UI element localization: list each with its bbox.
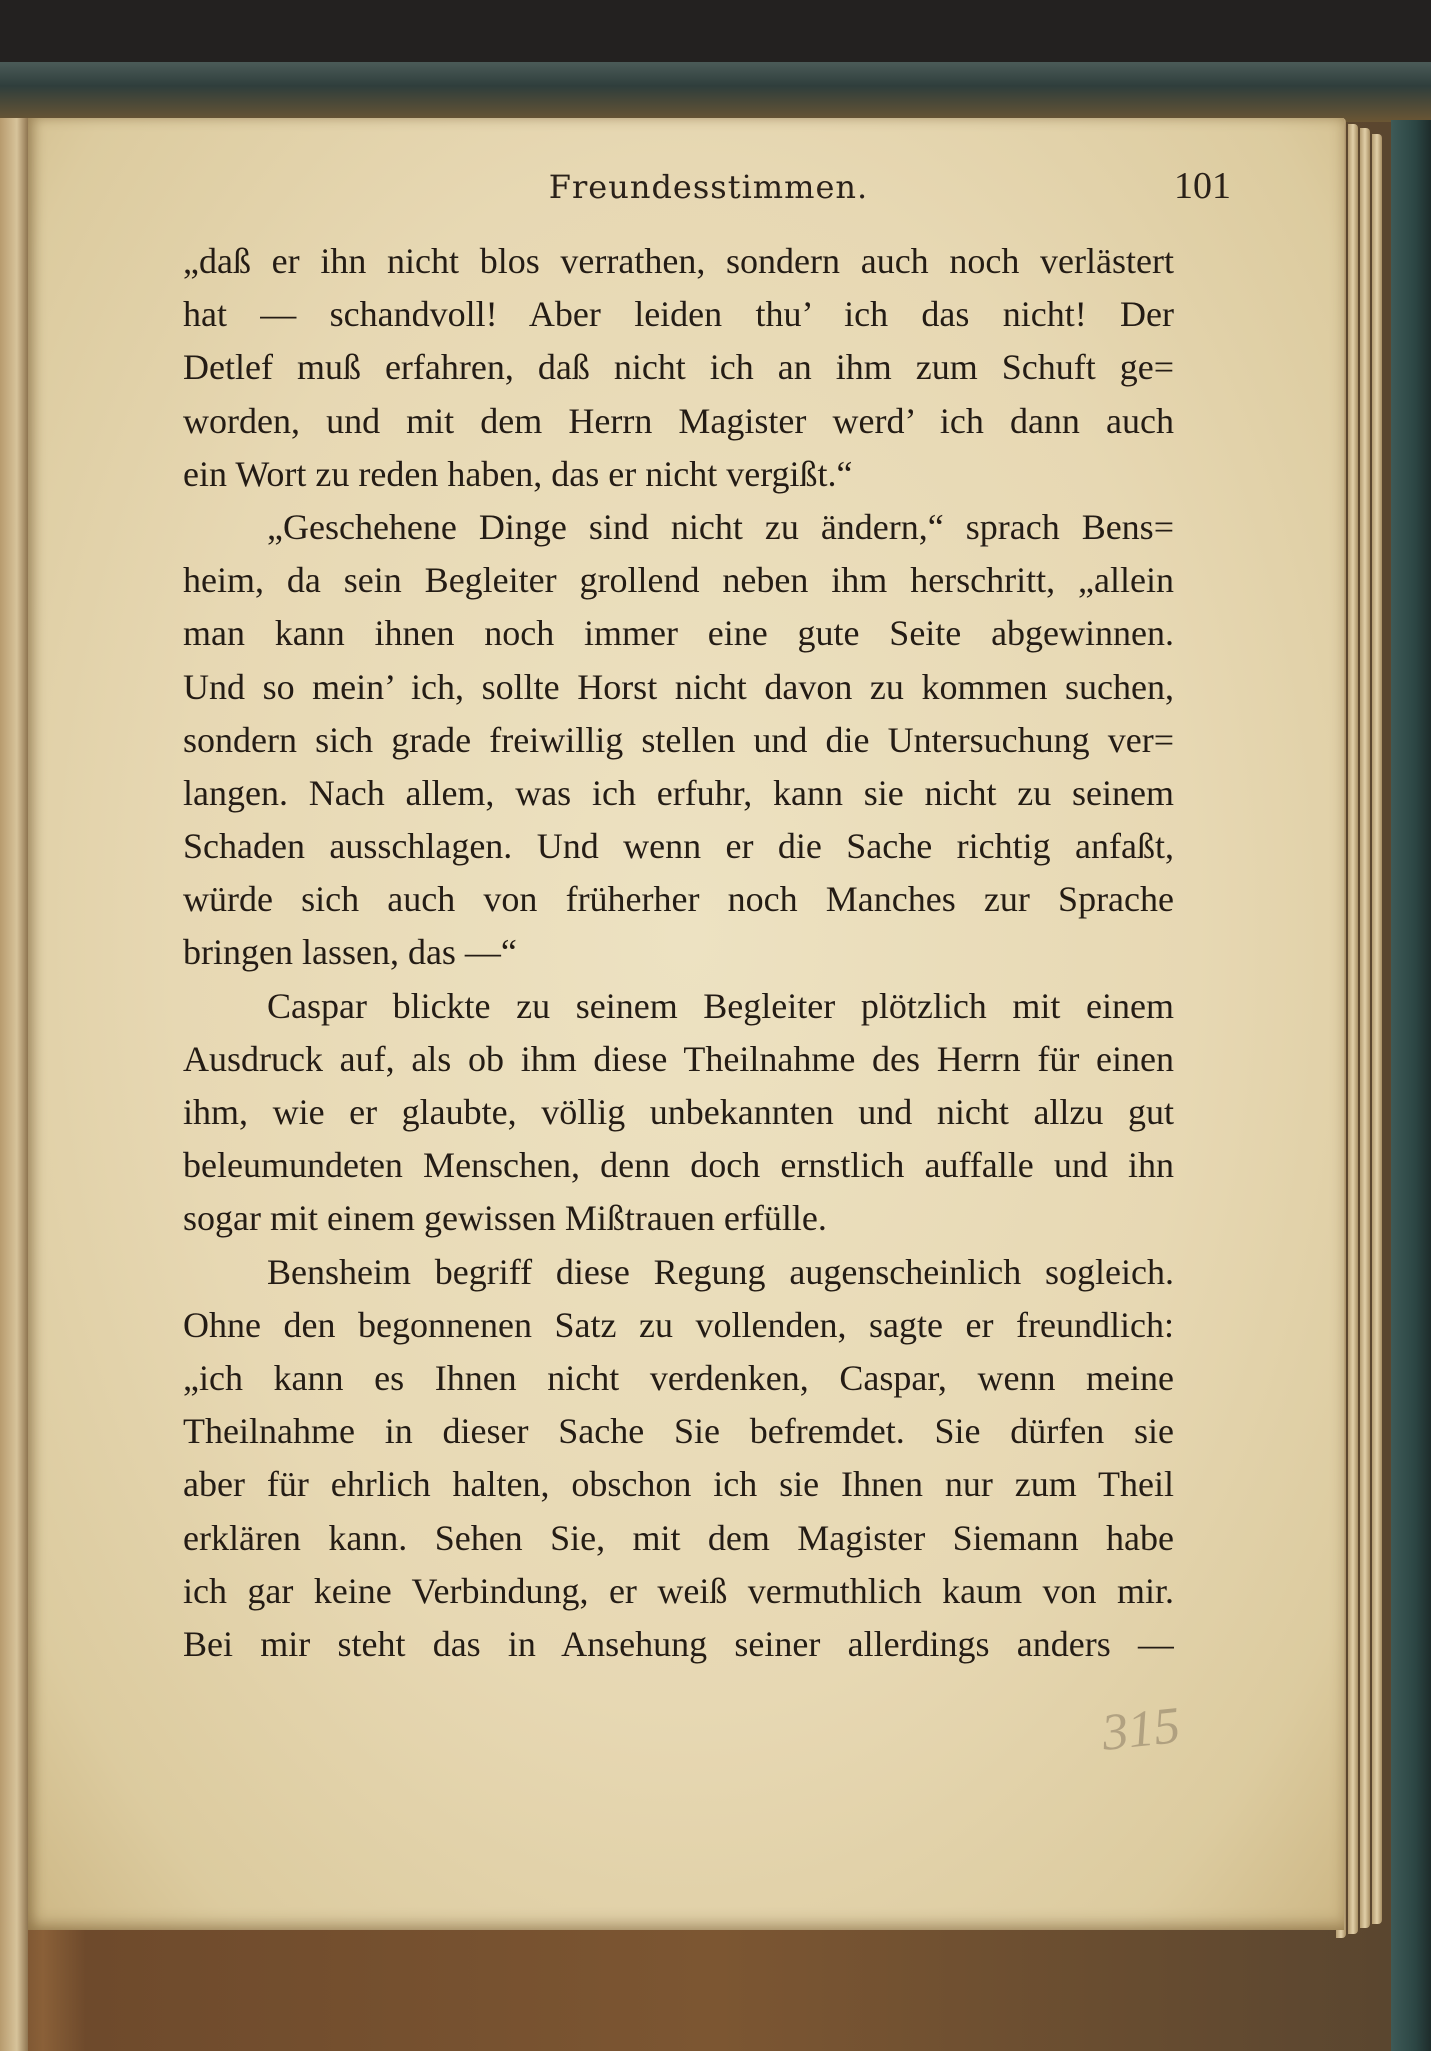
text-line: langen. Nach allem, was ich erfuhr, kann sie nicht zu seinem — [183, 772, 1174, 813]
text-line: aber für ehrlich halten, obschon ich sie Ihnen nur zum Theil — [183, 1464, 1174, 1505]
text-line: Detlef muß erfahren, daß nicht ich an ihm zum Schuft ge= — [183, 347, 1174, 388]
running-head: Freundesstimmen. — [548, 168, 869, 206]
body-text — [183, 235, 1174, 1671]
text-line: Bensheim begriff diese Regung augenscheinlich sogleich. — [267, 1251, 1174, 1292]
text-line: heim, da sein Begleiter grollend neben ihm herschritt, „allein — [183, 560, 1174, 601]
book-cover-right-edge — [1391, 120, 1431, 2051]
text-line: Bei mir steht das in Ansehung seiner allerdings anders — — [183, 1623, 1174, 1664]
text-line: Theilnahme in dieser Sache Sie befremdet. Sie dürfen sie — [183, 1411, 1174, 1452]
text-line: worden, und mit dem Herrn Magister werd’ ich dann auch — [183, 400, 1174, 441]
text-line: „ich kann es Ihnen nicht verdenken, Caspar, wenn meine — [183, 1357, 1174, 1398]
text-line: ein Wort zu reden haben, das er nicht vergißt.“ — [183, 453, 853, 494]
text-line: sondern sich grade freiwillig stellen und die Untersuchung ver= — [183, 719, 1174, 760]
page-header — [186, 160, 1231, 220]
text-line: bringen lassen, das —“ — [183, 932, 517, 973]
page-stack-edge — [1360, 128, 1370, 1928]
text-line: Ohne den begonnenen Satz zu vollenden, sagte er freundlich: — [183, 1304, 1174, 1345]
text-line: ihm, wie er glaubte, völlig unbekannten und nicht allzu gut — [183, 1092, 1174, 1132]
pencil-margin-note: 315 — [1099, 1697, 1183, 1762]
page-stack-edge — [1372, 134, 1382, 1924]
text-line: erklären kann. Sehen Sie, mit dem Magister Siemann habe — [183, 1517, 1174, 1558]
text-line: hat — schandvoll! Aber leiden thu’ ich das nicht! Der — [183, 294, 1174, 335]
text-line: sogar mit einem gewissen Mißtrauen erfülle. — [183, 1198, 827, 1239]
text-line: ich gar keine Verbindung, er weiß vermuthlich kaum von mir. — [183, 1570, 1174, 1611]
text-line: Ausdruck auf, als ob ihm diese Theilnahme des Herrn für einen — [183, 1038, 1174, 1079]
page-number: 101 — [1174, 165, 1231, 207]
book-cover-top-edge — [0, 62, 1431, 122]
text-line: beleumundeten Menschen, denn doch ernstlich auffalle und ihn — [183, 1145, 1174, 1186]
text-line: man kann ihnen noch immer eine gute Seite abgewinnen. — [183, 613, 1174, 654]
text-line: „Geschehene Dinge sind nicht zu ändern,“ sprach Bens= — [267, 506, 1174, 547]
page-stack-edge — [1348, 124, 1358, 1934]
text-line: Und so mein’ ich, sollte Horst nicht davon zu kommen suchen, — [183, 666, 1174, 707]
text-line: „daß er ihn nicht blos verrathen, sondern auch noch verlästert — [183, 241, 1174, 281]
text-line: Caspar blickte zu seinem Begleiter plötzlich mit einem — [267, 985, 1174, 1026]
facing-page-edge — [0, 118, 28, 2051]
text-line: Schaden ausschlagen. Und wenn er die Sache richtig anfaßt, — [183, 826, 1174, 867]
text-line: würde sich auch von früherher noch Manches zur Sprache — [183, 879, 1174, 920]
